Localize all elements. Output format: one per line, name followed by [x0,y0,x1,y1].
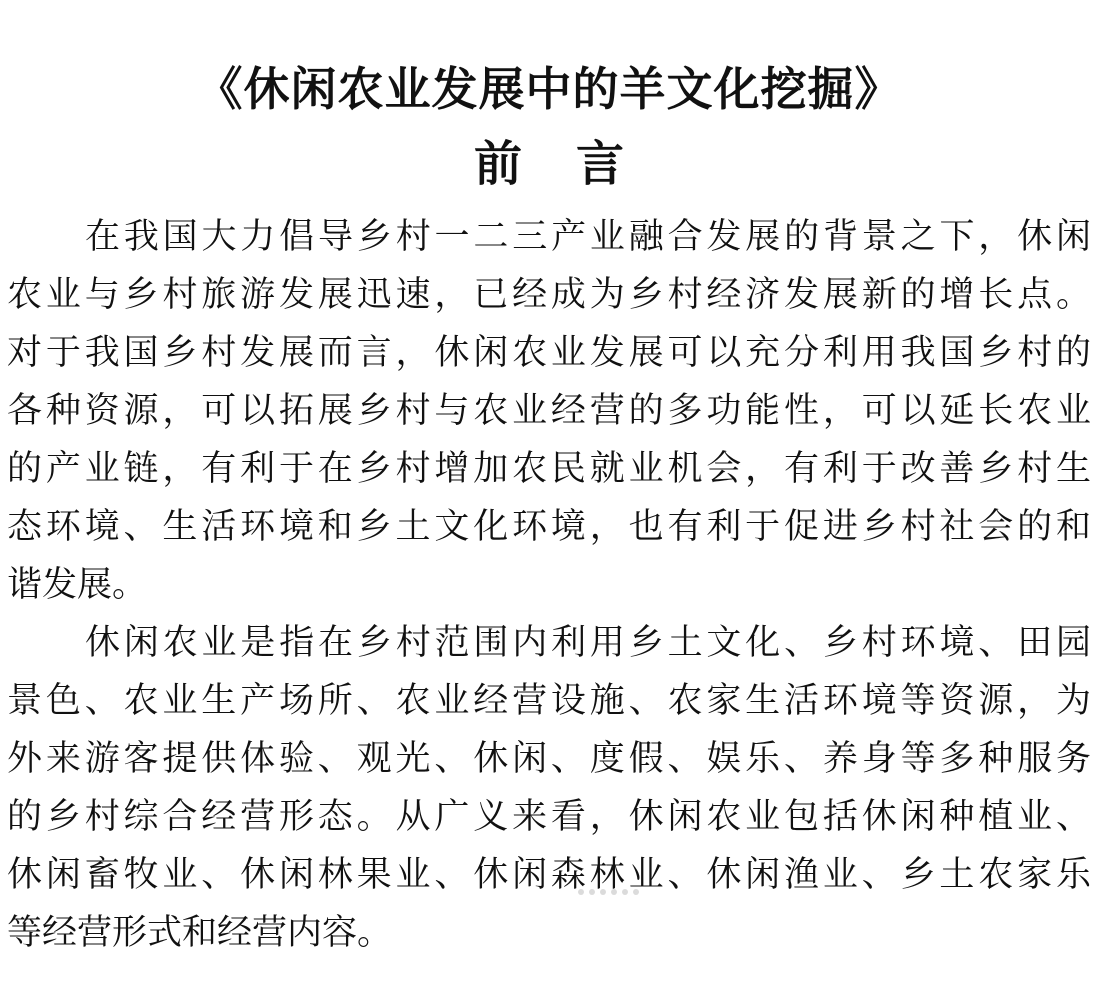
paragraph-1-line-1: 在我国大力倡导乡村一二三产业融合发展的背景之下，休闲 [85,217,1091,257]
watermark-dot [578,889,584,895]
paragraph-2 [7,614,1091,962]
paragraph-2-line-5: 休闲畜牧业、休闲林果业、休闲森林业、休闲渔业、乡土农家乐 [7,855,1091,895]
watermark-dot [611,889,617,895]
book-title: 《休闲农业发展中的羊文化挖掘》 [196,62,902,116]
paragraph-1-line-6: 态环境、生活环境和乡土文化环境，也有利于促进乡村社会的和 [7,507,1091,547]
watermark-dot [622,889,628,895]
paragraph-2-line-4: 的乡村综合经营形态。从广义来看，休闲农业包括休闲种植业、 [7,797,1091,837]
section-title: 前言 [473,136,678,192]
paragraph-1 [7,208,1091,614]
watermark-dots [578,880,698,900]
paragraph-1-line-5: 的产业链，有利于在乡村增加农民就业机会，有利于改善乡村生 [7,449,1091,489]
paragraph-1-line-7: 谐发展。 [7,565,148,605]
paragraph-2-line-2: 景色、农业生产场所、农业经营设施、农家生活环境等资源，为 [7,681,1091,721]
paragraph-1-line-4: 各种资源，可以拓展乡村与农业经营的多功能性，可以延长农业 [7,391,1091,431]
watermark-dot [600,889,606,895]
paragraph-2-line-1: 休闲农业是指在乡村范围内利用乡土文化、乡村环境、田园 [85,623,1091,663]
watermark-dot [633,889,639,895]
paragraph-2-line-3: 外来游客提供体验、观光、休闲、度假、娱乐、养身等多种服务 [7,739,1091,779]
paragraph-2-line-6: 等经营形式和经营内容。 [7,913,393,953]
body-text [7,208,1091,962]
paragraph-1-line-3: 对于我国乡村发展而言，休闲农业发展可以充分利用我国乡村的 [7,333,1091,373]
watermark-dot [589,889,595,895]
paragraph-1-line-2: 农业与乡村旅游发展迅速，已经成为乡村经济发展新的增长点。 [7,275,1091,315]
